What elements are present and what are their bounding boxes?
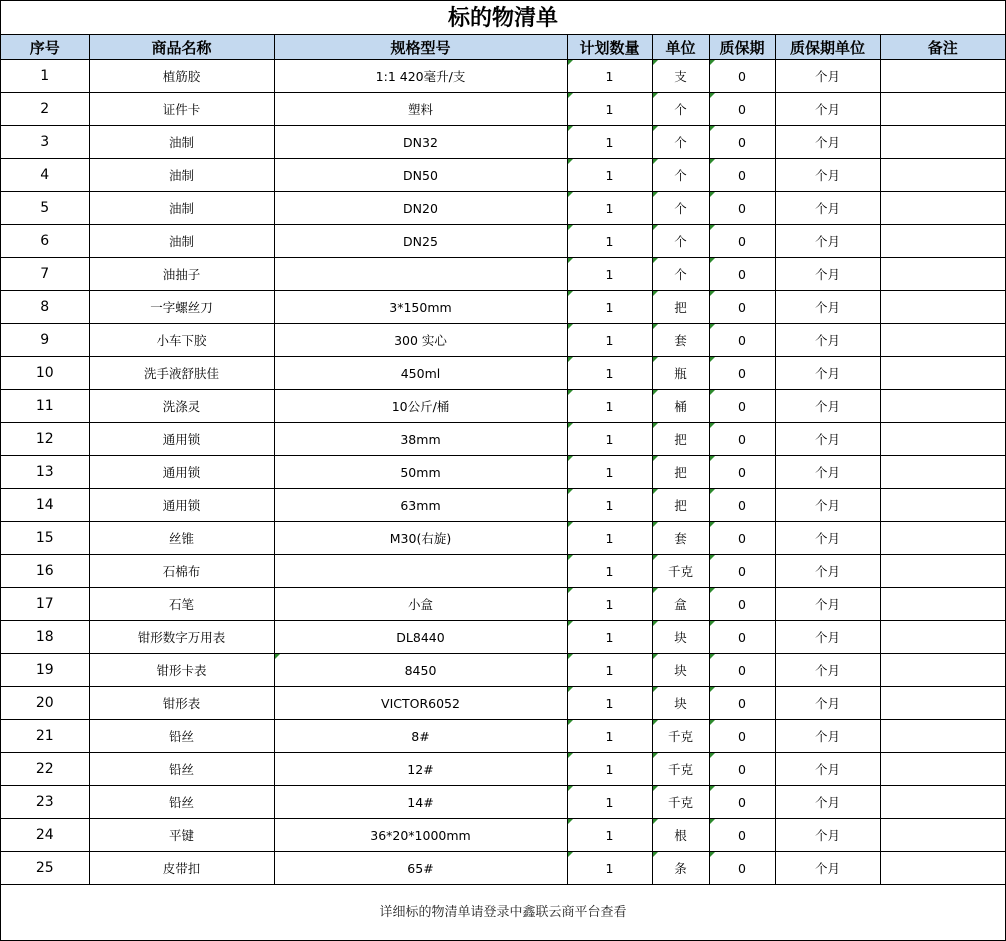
- col-header-planned-qty: 计划数量: [567, 35, 652, 60]
- cell-warranty-unit: 个月: [775, 159, 880, 192]
- cell-spec: 8450: [274, 654, 567, 687]
- cell-index: 23: [1, 786, 89, 819]
- cell-warranty: 0: [709, 720, 775, 753]
- cell-product-name: 铅丝: [89, 753, 274, 786]
- cell-planned-qty: 1: [567, 456, 652, 489]
- cell-unit: 瓶: [652, 357, 709, 390]
- cell-warranty: 0: [709, 456, 775, 489]
- table-row: [1, 324, 1005, 357]
- cell-warranty: 0: [709, 621, 775, 654]
- cell-remarks: [880, 291, 1005, 324]
- table-row: [1, 126, 1005, 159]
- cell-remarks: [880, 753, 1005, 786]
- table-body: [1, 60, 1005, 885]
- cell-remarks: [880, 423, 1005, 456]
- cell-planned-qty: 1: [567, 159, 652, 192]
- cell-spec: 8#: [274, 720, 567, 753]
- cell-warranty: 0: [709, 258, 775, 291]
- cell-planned-qty: 1: [567, 423, 652, 456]
- table-row: [1, 654, 1005, 687]
- cell-remarks: [880, 852, 1005, 885]
- cell-product-name: 油制: [89, 192, 274, 225]
- cell-product-name: 证件卡: [89, 93, 274, 126]
- cell-warranty: 0: [709, 753, 775, 786]
- cell-remarks: [880, 489, 1005, 522]
- cell-index: 5: [1, 192, 89, 225]
- cell-index: 13: [1, 456, 89, 489]
- table-row: [1, 588, 1005, 621]
- cell-warranty-unit: 个月: [775, 93, 880, 126]
- cell-planned-qty: 1: [567, 852, 652, 885]
- cell-unit: 个: [652, 225, 709, 258]
- cell-product-name: 油制: [89, 159, 274, 192]
- cell-remarks: [880, 357, 1005, 390]
- table-header-row: [1, 35, 1005, 60]
- cell-spec: 塑料: [274, 93, 567, 126]
- table-row: [1, 720, 1005, 753]
- cell-warranty-unit: 个月: [775, 588, 880, 621]
- table-row: [1, 159, 1005, 192]
- cell-index: 10: [1, 357, 89, 390]
- cell-product-name: 石棉布: [89, 555, 274, 588]
- cell-index: 24: [1, 819, 89, 852]
- cell-remarks: [880, 225, 1005, 258]
- cell-warranty-unit: 个月: [775, 423, 880, 456]
- cell-index: 14: [1, 489, 89, 522]
- cell-unit: 块: [652, 654, 709, 687]
- table-row: [1, 621, 1005, 654]
- cell-index: 25: [1, 852, 89, 885]
- cell-warranty: 0: [709, 93, 775, 126]
- cell-unit: 千克: [652, 555, 709, 588]
- cell-unit: 块: [652, 621, 709, 654]
- cell-unit: 盒: [652, 588, 709, 621]
- cell-remarks: [880, 654, 1005, 687]
- cell-remarks: [880, 390, 1005, 423]
- cell-warranty: 0: [709, 852, 775, 885]
- cell-index: 4: [1, 159, 89, 192]
- cell-unit: 块: [652, 687, 709, 720]
- cell-planned-qty: 1: [567, 93, 652, 126]
- cell-remarks: [880, 588, 1005, 621]
- cell-warranty-unit: 个月: [775, 258, 880, 291]
- cell-index: 22: [1, 753, 89, 786]
- cell-warranty: 0: [709, 786, 775, 819]
- cell-remarks: [880, 93, 1005, 126]
- cell-spec: M30(右旋): [274, 522, 567, 555]
- cell-index: 1: [1, 60, 89, 93]
- cell-product-name: 小车下胶: [89, 324, 274, 357]
- cell-unit: 个: [652, 258, 709, 291]
- cell-index: 15: [1, 522, 89, 555]
- cell-planned-qty: 1: [567, 489, 652, 522]
- cell-warranty: 0: [709, 489, 775, 522]
- cell-warranty-unit: 个月: [775, 753, 880, 786]
- cell-remarks: [880, 258, 1005, 291]
- cell-unit: 套: [652, 324, 709, 357]
- cell-warranty: 0: [709, 819, 775, 852]
- cell-warranty-unit: 个月: [775, 126, 880, 159]
- cell-planned-qty: 1: [567, 60, 652, 93]
- cell-planned-qty: 1: [567, 786, 652, 819]
- cell-unit: 桶: [652, 390, 709, 423]
- cell-planned-qty: 1: [567, 588, 652, 621]
- cell-planned-qty: 1: [567, 522, 652, 555]
- cell-spec: 14#: [274, 786, 567, 819]
- col-header-warranty-unit: 质保期单位: [775, 35, 880, 60]
- table-row: [1, 819, 1005, 852]
- cell-spec: 小盒: [274, 588, 567, 621]
- cell-warranty-unit: 个月: [775, 291, 880, 324]
- cell-remarks: [880, 720, 1005, 753]
- cell-unit: 套: [652, 522, 709, 555]
- cell-spec: DL8440: [274, 621, 567, 654]
- cell-warranty: 0: [709, 555, 775, 588]
- cell-unit: 千克: [652, 786, 709, 819]
- table-row: [1, 60, 1005, 93]
- cell-remarks: [880, 819, 1005, 852]
- cell-product-name: 一字螺丝刀: [89, 291, 274, 324]
- cell-index: 17: [1, 588, 89, 621]
- cell-planned-qty: 1: [567, 192, 652, 225]
- cell-warranty: 0: [709, 225, 775, 258]
- cell-remarks: [880, 786, 1005, 819]
- cell-warranty-unit: 个月: [775, 852, 880, 885]
- cell-spec: 65#: [274, 852, 567, 885]
- cell-warranty-unit: 个月: [775, 687, 880, 720]
- table-row: [1, 291, 1005, 324]
- cell-product-name: 铅丝: [89, 720, 274, 753]
- cell-planned-qty: 1: [567, 720, 652, 753]
- cell-unit: 个: [652, 159, 709, 192]
- table-row: [1, 390, 1005, 423]
- col-header-unit: 单位: [652, 35, 709, 60]
- cell-planned-qty: 1: [567, 357, 652, 390]
- col-header-remarks: 备注: [880, 35, 1005, 60]
- cell-warranty: 0: [709, 654, 775, 687]
- table-row: [1, 687, 1005, 720]
- cell-product-name: 洗手液舒肤佳: [89, 357, 274, 390]
- cell-warranty-unit: 个月: [775, 555, 880, 588]
- cell-product-name: 钳形数字万用表: [89, 621, 274, 654]
- table-row: [1, 192, 1005, 225]
- col-header-warranty: 质保期: [709, 35, 775, 60]
- cell-warranty: 0: [709, 588, 775, 621]
- cell-index: 11: [1, 390, 89, 423]
- cell-product-name: 洗涤灵: [89, 390, 274, 423]
- cell-product-name: 铅丝: [89, 786, 274, 819]
- cell-warranty: 0: [709, 60, 775, 93]
- cell-product-name: 通用锁: [89, 489, 274, 522]
- cell-warranty-unit: 个月: [775, 324, 880, 357]
- cell-spec: DN32: [274, 126, 567, 159]
- cell-warranty: 0: [709, 159, 775, 192]
- cell-remarks: [880, 456, 1005, 489]
- cell-spec: [274, 258, 567, 291]
- cell-warranty-unit: 个月: [775, 720, 880, 753]
- cell-unit: 把: [652, 489, 709, 522]
- cell-warranty: 0: [709, 687, 775, 720]
- table-row: [1, 357, 1005, 390]
- table-row: [1, 456, 1005, 489]
- cell-index: 21: [1, 720, 89, 753]
- cell-remarks: [880, 60, 1005, 93]
- cell-product-name: 石笔: [89, 588, 274, 621]
- cell-warranty-unit: 个月: [775, 456, 880, 489]
- footer-note: 详细标的物清单请登录中鑫联云商平台查看: [379, 905, 627, 920]
- table-row: [1, 555, 1005, 588]
- cell-spec: 50mm: [274, 456, 567, 489]
- cell-product-name: 皮带扣: [89, 852, 274, 885]
- cell-index: 3: [1, 126, 89, 159]
- cell-unit: 把: [652, 456, 709, 489]
- cell-index: 8: [1, 291, 89, 324]
- cell-warranty-unit: 个月: [775, 654, 880, 687]
- cell-spec: DN20: [274, 192, 567, 225]
- cell-warranty: 0: [709, 357, 775, 390]
- cell-spec: 38mm: [274, 423, 567, 456]
- cell-planned-qty: 1: [567, 621, 652, 654]
- cell-product-name: 植筋胶: [89, 60, 274, 93]
- cell-index: 9: [1, 324, 89, 357]
- cell-warranty-unit: 个月: [775, 489, 880, 522]
- col-header-index: 序号: [1, 35, 89, 60]
- cell-product-name: 通用锁: [89, 456, 274, 489]
- cell-remarks: [880, 324, 1005, 357]
- cell-spec: 450ml: [274, 357, 567, 390]
- cell-index: 12: [1, 423, 89, 456]
- cell-spec: 1:1 420毫升/支: [274, 60, 567, 93]
- cell-spec: 12#: [274, 753, 567, 786]
- cell-unit: 把: [652, 423, 709, 456]
- table-row: [1, 489, 1005, 522]
- cell-warranty-unit: 个月: [775, 357, 880, 390]
- cell-unit: 条: [652, 852, 709, 885]
- cell-planned-qty: 1: [567, 126, 652, 159]
- cell-spec: DN50: [274, 159, 567, 192]
- table-row: [1, 753, 1005, 786]
- cell-planned-qty: 1: [567, 225, 652, 258]
- cell-remarks: [880, 555, 1005, 588]
- cell-warranty: 0: [709, 423, 775, 456]
- cell-unit: 个: [652, 126, 709, 159]
- cell-warranty-unit: 个月: [775, 786, 880, 819]
- cell-planned-qty: 1: [567, 258, 652, 291]
- item-table: [1, 35, 1005, 885]
- cell-planned-qty: 1: [567, 324, 652, 357]
- cell-planned-qty: 1: [567, 654, 652, 687]
- cell-spec: VICTOR6052: [274, 687, 567, 720]
- cell-remarks: [880, 126, 1005, 159]
- cell-warranty-unit: 个月: [775, 225, 880, 258]
- table-row: [1, 258, 1005, 291]
- cell-index: 16: [1, 555, 89, 588]
- cell-warranty-unit: 个月: [775, 390, 880, 423]
- cell-unit: 个: [652, 93, 709, 126]
- col-header-spec: 规格型号: [274, 35, 567, 60]
- cell-warranty: 0: [709, 324, 775, 357]
- cell-warranty-unit: 个月: [775, 60, 880, 93]
- cell-remarks: [880, 621, 1005, 654]
- cell-unit: 根: [652, 819, 709, 852]
- cell-planned-qty: 1: [567, 819, 652, 852]
- table-row: [1, 786, 1005, 819]
- cell-warranty: 0: [709, 192, 775, 225]
- cell-remarks: [880, 687, 1005, 720]
- cell-planned-qty: 1: [567, 555, 652, 588]
- cell-product-name: 油制: [89, 225, 274, 258]
- cell-product-name: 钳形卡表: [89, 654, 274, 687]
- cell-unit: 把: [652, 291, 709, 324]
- cell-spec: 300 实心: [274, 324, 567, 357]
- cell-remarks: [880, 522, 1005, 555]
- cell-index: 20: [1, 687, 89, 720]
- cell-index: 18: [1, 621, 89, 654]
- cell-warranty: 0: [709, 390, 775, 423]
- cell-unit: 支: [652, 60, 709, 93]
- cell-planned-qty: 1: [567, 291, 652, 324]
- cell-warranty-unit: 个月: [775, 819, 880, 852]
- cell-product-name: 油抽子: [89, 258, 274, 291]
- cell-index: 2: [1, 93, 89, 126]
- cell-product-name: 通用锁: [89, 423, 274, 456]
- cell-product-name: 平键: [89, 819, 274, 852]
- cell-spec: 63mm: [274, 489, 567, 522]
- cell-spec: 36*20*1000mm: [274, 819, 567, 852]
- cell-spec: [274, 555, 567, 588]
- cell-warranty: 0: [709, 126, 775, 159]
- cell-index: 7: [1, 258, 89, 291]
- cell-product-name: 油制: [89, 126, 274, 159]
- cell-unit: 个: [652, 192, 709, 225]
- table-row: [1, 93, 1005, 126]
- cell-planned-qty: 1: [567, 753, 652, 786]
- table-row: [1, 423, 1005, 456]
- cell-spec: 3*150mm: [274, 291, 567, 324]
- cell-spec: 10公斤/桶: [274, 390, 567, 423]
- cell-index: 6: [1, 225, 89, 258]
- col-header-product-name: 商品名称: [89, 35, 274, 60]
- cell-warranty: 0: [709, 522, 775, 555]
- cell-remarks: [880, 159, 1005, 192]
- cell-planned-qty: 1: [567, 687, 652, 720]
- cell-warranty-unit: 个月: [775, 522, 880, 555]
- cell-unit: 千克: [652, 720, 709, 753]
- cell-warranty: 0: [709, 291, 775, 324]
- cell-planned-qty: 1: [567, 390, 652, 423]
- table-row: [1, 522, 1005, 555]
- table-row: [1, 225, 1005, 258]
- cell-remarks: [880, 192, 1005, 225]
- cell-warranty-unit: 个月: [775, 192, 880, 225]
- cell-product-name: 钳形表: [89, 687, 274, 720]
- cell-unit: 千克: [652, 753, 709, 786]
- table-row: [1, 852, 1005, 885]
- cell-spec: DN25: [274, 225, 567, 258]
- cell-product-name: 丝锥: [89, 522, 274, 555]
- cell-warranty-unit: 个月: [775, 621, 880, 654]
- cell-index: 19: [1, 654, 89, 687]
- sheet-title: 标的物清单: [1, 1, 1005, 35]
